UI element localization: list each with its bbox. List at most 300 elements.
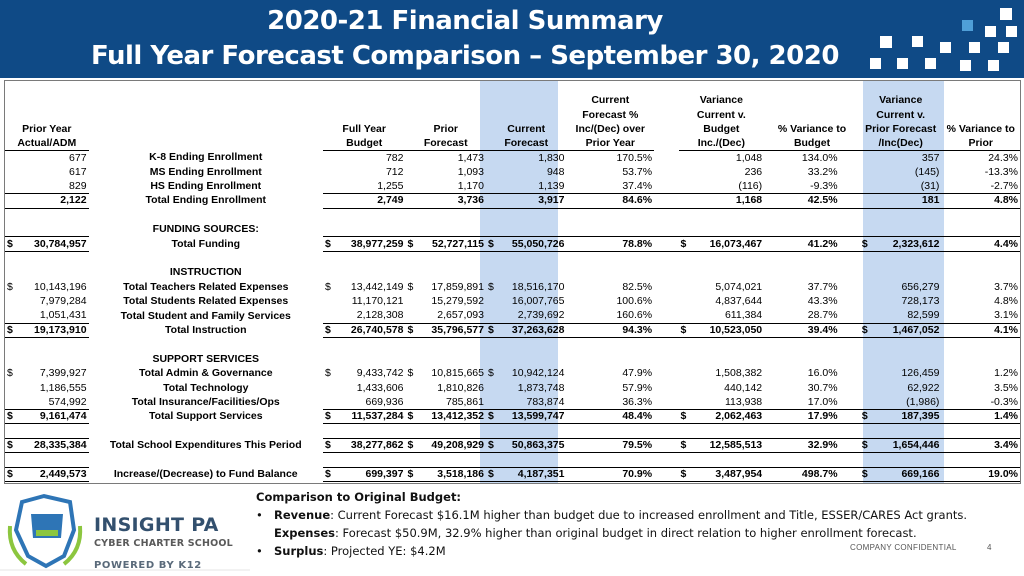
table-cell: 49,208,929 xyxy=(431,439,484,452)
table-cell: 611,384 xyxy=(724,309,763,322)
table-cell xyxy=(764,93,839,107)
table-cell: 19,173,910 xyxy=(34,323,87,336)
table-cell: 5,074,021 xyxy=(715,280,763,293)
col-header: Current v. xyxy=(696,108,746,121)
table-cell: -2.7% xyxy=(990,179,1018,192)
table-cell: Total Instruction xyxy=(165,323,247,336)
table-cell: 78.8% xyxy=(566,237,654,251)
table-cell xyxy=(486,438,567,452)
table-cell xyxy=(679,352,765,366)
table-cell xyxy=(323,237,406,251)
table-cell: 1.2% xyxy=(994,367,1018,380)
table-row xyxy=(5,395,1020,409)
table-cell: 39.4% xyxy=(764,323,839,337)
table-cell: $ xyxy=(487,439,494,452)
table-cell: 829 xyxy=(69,179,87,192)
table-cell xyxy=(860,223,942,237)
table-cell: 17.0% xyxy=(807,395,838,408)
table-cell: 669,936 xyxy=(365,395,404,408)
spacer-row xyxy=(5,208,1020,222)
table-cell xyxy=(486,352,567,366)
table-cell: 699,397 xyxy=(365,467,404,480)
table-cell xyxy=(5,93,89,107)
table-cell: 181 xyxy=(860,194,942,208)
table-cell: $ xyxy=(407,280,414,293)
table-cell: Comparison to Original Budget: xyxy=(256,490,462,504)
table-row-total xyxy=(5,410,1020,424)
table-cell: 94.3% xyxy=(566,323,654,337)
table-cell: $ xyxy=(7,280,13,293)
table-cell: 440,142 xyxy=(724,381,763,394)
table-cell: 10,143,196 xyxy=(34,280,87,293)
table-cell: 617 xyxy=(69,165,87,178)
table-cell xyxy=(840,107,860,121)
table-cell: 41.2% xyxy=(764,237,839,251)
col-header: Forecast xyxy=(405,136,486,150)
table-cell xyxy=(840,165,860,179)
table-cell: : Forecast $50.9M, 32.9% higher than original budget in direct relation to higher enrollment forecast. xyxy=(334,526,917,540)
table-cell: 3,518,186 xyxy=(437,467,484,480)
page-title: 2020-21 Financial Summary xyxy=(267,6,663,36)
table-cell xyxy=(654,165,678,179)
table-cell: 236 xyxy=(744,165,763,178)
col-header: Variance xyxy=(879,94,923,107)
table-cell: 1,048 xyxy=(735,151,763,164)
table-cell xyxy=(654,237,678,251)
table-cell: 2,749 xyxy=(323,194,406,208)
table-cell: 1,186,555 xyxy=(39,381,87,394)
table-cell: $ xyxy=(324,439,331,452)
table-cell xyxy=(840,266,860,280)
table-row-total xyxy=(5,467,1020,481)
table-cell: 1,433,606 xyxy=(356,381,404,394)
note-revenue: • Revenue: Current Forecast $16.1M higher than budget due to increased enrollment and Title, ESSER/CARES Act grants. xyxy=(256,508,968,522)
table-row xyxy=(5,179,1020,193)
table-cell: 7,979,284 xyxy=(39,295,87,308)
table-cell xyxy=(405,467,486,481)
table-row xyxy=(5,151,1020,165)
table-cell xyxy=(405,280,486,294)
table-cell xyxy=(405,93,486,107)
table-cell: K-8 Ending Enrollment xyxy=(149,151,263,164)
table-cell xyxy=(486,410,567,424)
table-cell: 2,122 xyxy=(5,194,89,208)
table-cell: 82,599 xyxy=(907,309,940,322)
table-row xyxy=(5,165,1020,179)
table-cell: Total Ending Enrollment xyxy=(145,194,267,207)
table-cell: 2,657,093 xyxy=(437,309,484,322)
table-cell: 3.4% xyxy=(941,438,1020,452)
table-cell xyxy=(654,223,678,237)
table-cell xyxy=(860,323,942,337)
table-cell: $ xyxy=(407,367,414,380)
table-cell: (31) xyxy=(920,179,940,192)
table-cell: $ xyxy=(861,237,868,250)
table-cell: 669,166 xyxy=(901,467,940,480)
table-cell xyxy=(566,266,654,280)
col-header: Prior Forecast xyxy=(865,123,937,136)
col-header: Variance xyxy=(699,94,743,107)
table-cell xyxy=(679,410,765,424)
page-number: 4 xyxy=(987,543,992,552)
table-cell xyxy=(840,381,860,395)
table-cell xyxy=(654,93,678,107)
table-cell xyxy=(323,266,406,280)
table-row-total xyxy=(5,438,1020,452)
section-header-instruction xyxy=(5,266,1020,280)
table-cell xyxy=(840,410,860,424)
table-cell: Total Students Related Expenses xyxy=(123,295,289,308)
table-cell: 43.3% xyxy=(807,295,838,308)
table-cell xyxy=(5,424,1020,438)
table-cell: SUPPORT SERVICES xyxy=(152,352,260,365)
table-cell xyxy=(941,352,1020,366)
table-cell: 1,873,748 xyxy=(517,381,565,394)
table-cell: : Current Forecast $16.1M higher than budget due to increased enrollment and Title, ESSER/CARES Act grants. xyxy=(330,508,968,522)
table-cell: 37.7% xyxy=(807,280,838,293)
table-cell: 30,784,957 xyxy=(34,237,87,250)
table-cell: $ xyxy=(487,237,494,250)
table-cell xyxy=(89,122,323,136)
table-cell xyxy=(840,294,860,308)
table-cell: 57.9% xyxy=(622,381,653,394)
table-row-total xyxy=(5,237,1020,251)
table-cell: Total Support Services xyxy=(148,410,263,423)
logo-subtitle: CYBER CHARTER SCHOOL xyxy=(94,538,233,549)
table-cell xyxy=(5,280,89,294)
col-header: Full Year xyxy=(342,123,386,136)
table-cell xyxy=(654,122,678,136)
table-cell: -9.3% xyxy=(810,179,838,192)
table-cell: 82.5% xyxy=(622,280,653,293)
table-cell: 1,830 xyxy=(538,151,565,164)
logo-name: INSIGHT PA xyxy=(94,514,219,536)
table-cell: 10,942,124 xyxy=(511,367,565,380)
table-cell xyxy=(860,237,942,251)
table-cell: 52,727,115 xyxy=(431,237,484,250)
table-cell xyxy=(679,266,765,280)
table-cell: 84.6% xyxy=(566,194,654,208)
table-cell xyxy=(405,323,486,337)
table-cell xyxy=(486,280,567,294)
table-cell xyxy=(323,93,406,107)
table-cell: Surplus xyxy=(274,544,324,558)
table-cell xyxy=(323,410,406,424)
logo-powered-by: POWERED BY K12 xyxy=(94,560,202,571)
table-cell: 4,837,644 xyxy=(715,295,763,308)
col-header: /Inc(Dec) xyxy=(860,136,942,150)
table-cell: 24.3% xyxy=(988,151,1018,164)
col-header: Budget xyxy=(323,136,406,150)
table-cell: 70.9% xyxy=(566,467,654,481)
table-cell xyxy=(323,438,406,452)
table-cell xyxy=(405,366,486,380)
table-row-total xyxy=(5,194,1020,208)
table-cell: 17.9% xyxy=(764,410,839,424)
table-cell: 53.7% xyxy=(622,165,653,178)
table-cell: 42.5% xyxy=(764,194,839,208)
table-cell xyxy=(5,208,1020,222)
table-cell: $ xyxy=(487,280,494,293)
table-cell xyxy=(5,107,89,121)
table-cell xyxy=(840,93,860,107)
table-cell: -0.3% xyxy=(990,395,1018,408)
table-cell xyxy=(840,352,860,366)
table-cell: 9,433,742 xyxy=(356,367,404,380)
col-header: Budget xyxy=(764,136,860,150)
table-cell: $ xyxy=(680,467,687,480)
title-banner xyxy=(0,0,1024,78)
table-cell: 47.9% xyxy=(622,367,653,380)
table-cell xyxy=(679,323,765,337)
table-cell: 1,508,382 xyxy=(715,367,763,380)
table-cell: 134.0% xyxy=(801,151,838,164)
table-cell: 3.5% xyxy=(994,381,1018,394)
col-header: Current xyxy=(507,123,546,136)
table-cell: $ xyxy=(680,410,687,423)
table-cell: 126,459 xyxy=(901,367,940,380)
table-cell: 11,170,121 xyxy=(351,295,404,308)
table-cell xyxy=(764,107,839,121)
table-cell xyxy=(654,107,678,121)
table-cell xyxy=(405,438,486,452)
col-header: Prior xyxy=(433,123,458,136)
table-cell: 782 xyxy=(385,151,404,164)
table-cell xyxy=(5,338,1020,352)
section-header-support xyxy=(5,352,1020,366)
table-cell xyxy=(486,467,567,481)
table-cell: 4.8% xyxy=(994,295,1018,308)
note-surplus: • Surplus: Projected YE: $4.2M xyxy=(256,544,446,558)
table-cell: 1,467,052 xyxy=(892,323,940,336)
table-cell: 1,255 xyxy=(377,179,404,192)
table-cell xyxy=(5,323,89,337)
col-header: Current v. xyxy=(876,108,926,121)
table-cell: 32.9% xyxy=(764,438,839,452)
table-cell: $ xyxy=(324,280,331,293)
table-cell xyxy=(654,309,678,323)
table-cell: Total Funding xyxy=(171,237,241,250)
col-header: Prior Year xyxy=(22,123,72,136)
table-cell xyxy=(486,93,567,107)
table-cell: 38,277,862 xyxy=(350,439,404,452)
table-cell xyxy=(654,381,678,395)
table-cell: $ xyxy=(7,439,13,452)
table-cell: 13,599,747 xyxy=(511,410,565,423)
table-cell xyxy=(654,366,678,380)
table-cell: 36.3% xyxy=(622,395,653,408)
spacer-row xyxy=(5,251,1020,265)
table-cell xyxy=(405,352,486,366)
table-cell xyxy=(5,237,89,251)
header-row-2 xyxy=(5,107,1020,121)
table-cell: MS Ending Enrollment xyxy=(149,165,262,178)
table-cell: INSTRUCTION xyxy=(169,266,242,279)
table-cell xyxy=(679,438,765,452)
table-cell: 16,007,765 xyxy=(511,295,565,308)
table-cell: 18,516,170 xyxy=(511,280,565,293)
table-cell: Total Student and Family Services xyxy=(120,309,291,322)
table-cell: 1,093 xyxy=(457,165,484,178)
table-cell: 1,654,446 xyxy=(892,439,940,452)
table-cell: $ xyxy=(324,323,331,336)
table-cell: 160.6% xyxy=(616,309,653,322)
table-cell: 2,449,573 xyxy=(39,467,87,480)
table-cell xyxy=(405,107,486,121)
table-cell: 2,739,692 xyxy=(517,309,565,322)
table-cell: 3,917 xyxy=(486,194,567,208)
col-header: % Variance to xyxy=(777,123,847,136)
table-cell xyxy=(323,107,406,121)
table-cell: 16.0% xyxy=(807,367,838,380)
notes-heading xyxy=(256,488,1016,506)
table-cell: $ xyxy=(407,439,414,452)
table-cell xyxy=(5,266,89,280)
table-cell: $ xyxy=(407,323,414,336)
table-cell: 3.7% xyxy=(994,280,1018,293)
table-cell xyxy=(566,223,654,237)
table-cell: $ xyxy=(861,410,868,423)
table-cell: 35,796,577 xyxy=(431,323,484,336)
table-cell: $ xyxy=(7,367,13,380)
table-cell xyxy=(323,280,406,294)
table-cell: 10,815,665 xyxy=(431,367,484,380)
table-cell: 13,442,149 xyxy=(350,280,404,293)
table-cell: $ xyxy=(324,467,331,480)
table-cell: 498.7% xyxy=(764,467,839,481)
col-header: Inc/(Dec) over xyxy=(575,123,645,136)
table-cell: : Projected YE: $4.2M xyxy=(323,544,446,558)
table-cell: $ xyxy=(487,367,494,380)
table-row xyxy=(5,381,1020,395)
table-cell: $ xyxy=(680,237,687,250)
table-cell xyxy=(840,395,860,409)
table-cell: 17,859,891 xyxy=(431,280,484,293)
table-cell: 783,874 xyxy=(526,395,565,408)
table-cell xyxy=(654,266,678,280)
table-cell xyxy=(654,410,678,424)
financial-summary-table xyxy=(4,80,1021,484)
col-header: Prior Year xyxy=(566,136,654,150)
table-cell: $ xyxy=(861,439,868,452)
table-cell: 12,585,513 xyxy=(709,439,763,452)
table-cell xyxy=(323,223,406,237)
table-cell: 1,810,826 xyxy=(437,381,484,394)
table-cell: 170.5% xyxy=(616,151,653,164)
table-cell: $ xyxy=(487,410,494,423)
table-cell: 4.8% xyxy=(941,194,1020,208)
table-cell xyxy=(941,107,1020,121)
table-cell xyxy=(941,223,1020,237)
table-cell: $ xyxy=(324,367,331,380)
table-cell: 33.2% xyxy=(807,165,838,178)
table-cell xyxy=(323,352,406,366)
table-cell xyxy=(89,107,323,121)
table-cell: 1,139 xyxy=(538,179,565,192)
table-row xyxy=(5,366,1020,380)
col-header: Forecast xyxy=(486,136,567,150)
confidential-label: COMPANY CONFIDENTIAL xyxy=(850,543,957,552)
table-cell: (1,986) xyxy=(906,395,940,408)
section-header-funding xyxy=(5,223,1020,237)
table-cell xyxy=(941,93,1020,107)
table-row xyxy=(5,280,1020,294)
table-cell xyxy=(486,323,567,337)
insight-pa-logo xyxy=(0,486,250,576)
col-header: Current xyxy=(591,94,630,107)
table-cell: $ xyxy=(861,467,868,480)
table-cell: FUNDING SOURCES: xyxy=(152,223,259,236)
table-cell: 785,861 xyxy=(446,395,484,408)
table-cell xyxy=(654,395,678,409)
table-cell: $ xyxy=(407,237,414,250)
table-cell: 1,051,431 xyxy=(39,309,87,322)
col-header: Prior xyxy=(941,136,1020,150)
header-row-4 xyxy=(5,136,1020,150)
table-row xyxy=(5,294,1020,308)
summary-table xyxy=(5,93,1020,482)
table-cell: 9,161,474 xyxy=(39,410,87,423)
table-cell xyxy=(860,467,942,481)
table-cell: 79.5% xyxy=(566,438,654,452)
col-header: Inc./(Dec) xyxy=(679,136,765,150)
table-cell: Total School Expenditures This Period xyxy=(109,439,302,452)
table-cell xyxy=(840,237,860,251)
table-cell xyxy=(764,352,839,366)
table-cell xyxy=(654,151,678,165)
table-cell: $ xyxy=(324,237,331,250)
table-cell: 2,128,308 xyxy=(356,309,404,322)
table-cell xyxy=(654,294,678,308)
table-cell: $ xyxy=(487,323,494,336)
table-cell xyxy=(654,467,678,481)
table-cell: 3.1% xyxy=(994,309,1018,322)
table-cell: $ xyxy=(487,467,494,480)
table-cell: 3,487,954 xyxy=(715,467,763,480)
table-cell xyxy=(654,352,678,366)
table-cell: 37,263,628 xyxy=(511,323,565,336)
table-cell: 16,073,467 xyxy=(709,237,763,250)
header-row-3 xyxy=(5,122,1020,136)
table-cell xyxy=(323,467,406,481)
table-cell: 13,412,352 xyxy=(431,410,484,423)
table-cell xyxy=(840,280,860,294)
table-cell xyxy=(679,223,765,237)
table-cell: Total Teachers Related Expenses xyxy=(123,280,289,293)
table-cell xyxy=(5,223,89,237)
spacer-row xyxy=(5,453,1020,467)
table-cell xyxy=(323,366,406,380)
table-cell xyxy=(5,453,1020,467)
table-cell xyxy=(764,266,839,280)
table-cell xyxy=(860,410,942,424)
col-header: Actual/ADM xyxy=(5,136,89,150)
table-cell xyxy=(405,237,486,251)
table-cell: $ xyxy=(861,323,868,336)
table-cell xyxy=(679,237,765,251)
table-cell xyxy=(486,266,567,280)
table-cell: 4.4% xyxy=(941,237,1020,251)
table-cell xyxy=(654,136,678,150)
table-cell xyxy=(5,410,89,424)
table-cell xyxy=(840,323,860,337)
table-cell: 3,736 xyxy=(405,194,486,208)
table-cell: 2,062,463 xyxy=(715,410,763,423)
table-cell xyxy=(89,136,323,150)
table-cell xyxy=(486,366,567,380)
table-cell: 2,323,612 xyxy=(892,237,940,250)
col-header: Budget xyxy=(703,123,740,136)
